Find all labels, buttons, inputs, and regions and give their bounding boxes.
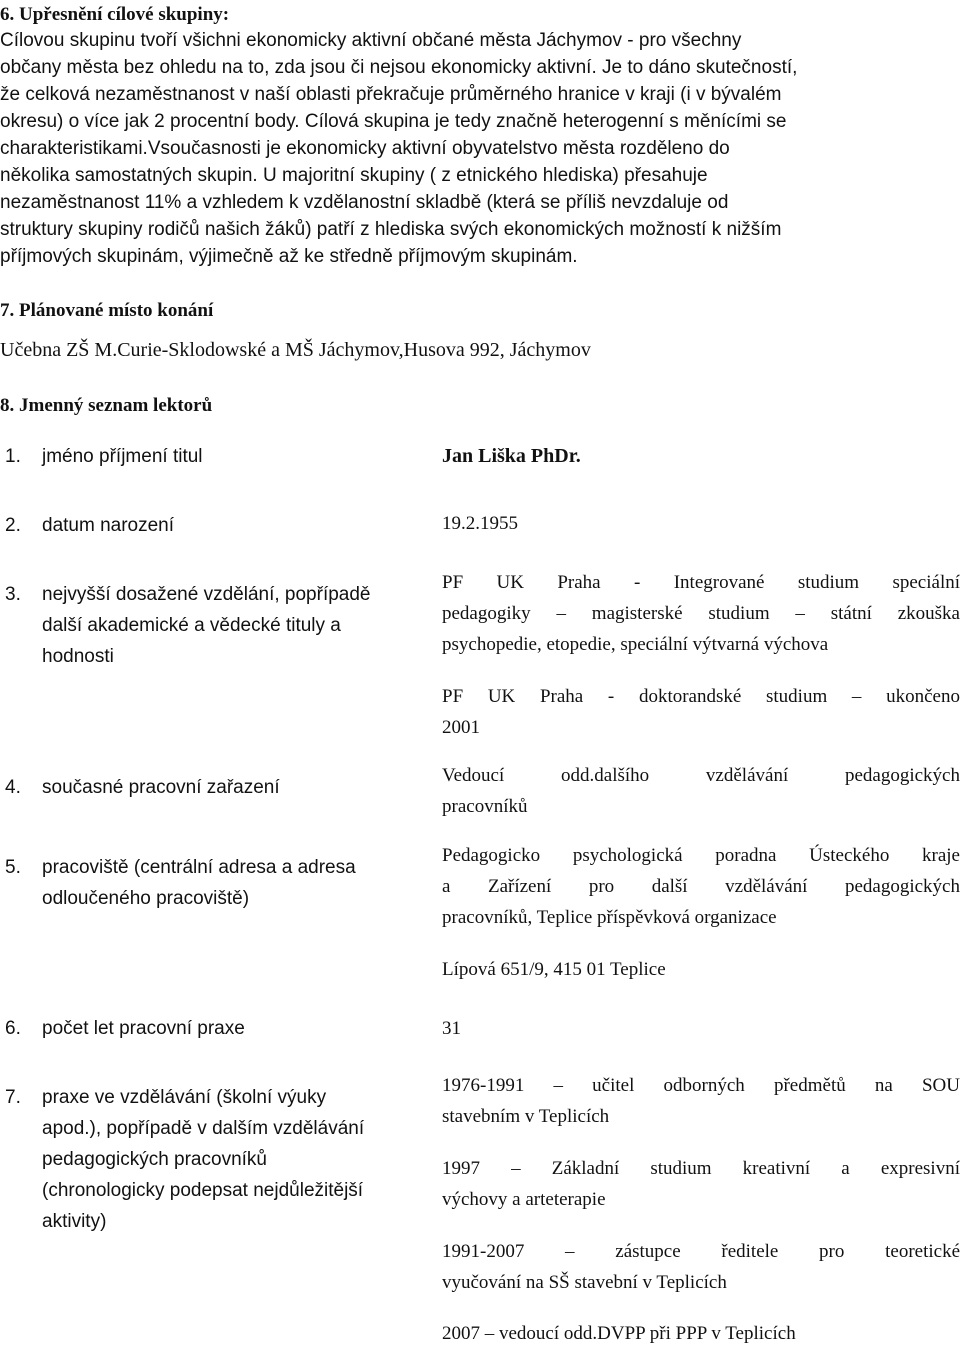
- label-line: jméno příjmení titul: [42, 446, 203, 467]
- row-value: [442, 441, 960, 472]
- section-7-heading: 7. Plánované místo konání: [0, 300, 214, 321]
- row-label: [42, 1082, 402, 1237]
- paragraph-line: několika samostatných skupin. U majoritní skupiny ( z etnického hlediska) přesahuje: [0, 165, 708, 186]
- value-line: 2007 – vedoucí odd.DVPP při PPP v Teplicích: [442, 1323, 796, 1344]
- row-number: 7.: [5, 1087, 21, 1108]
- value-line: vyučování na SŠ stavební v Teplicích: [442, 1272, 727, 1293]
- row-label: [42, 1013, 402, 1044]
- value-line: a Zařízení pro další vzdělávání pedagogických: [442, 876, 960, 897]
- row-number: 5.: [5, 857, 21, 878]
- label-line: apod.), popřípadě v dalším vzdělávání: [42, 1118, 365, 1139]
- value-line: pedagogiky – magisterské studium – státní zkouška: [442, 603, 960, 624]
- value-line: Vedoucí odd.dalšího vzdělávání pedagogických: [442, 765, 960, 786]
- value-line: PF UK Praha - Integrované studium speciální: [442, 572, 960, 593]
- value-line: výchovy a arteterapie: [442, 1189, 606, 1210]
- value-line: PF UK Praha - doktorandské studium – ukončeno: [442, 686, 960, 707]
- paragraph-line: občany města bez ohledu na to, zda jsou či nejsou ekonomicky aktivní. Je to dáno skutečností,: [0, 57, 798, 78]
- value-line: 1976-1991 – učitel odborných předmětů na SOU: [442, 1075, 960, 1096]
- label-line: hodnosti: [42, 646, 114, 667]
- row-value: [442, 760, 960, 822]
- row-value: [442, 1013, 960, 1044]
- label-line: aktivity): [42, 1211, 107, 1232]
- label-line: další akademické a vědecké tituly a: [42, 615, 341, 636]
- row-value-paragraph: [442, 840, 960, 933]
- value-line: 31: [442, 1018, 461, 1039]
- row-number: 6.: [5, 1018, 21, 1039]
- label-line: datum narození: [42, 515, 175, 536]
- section-6-paragraph: [0, 27, 960, 270]
- row-number: 3.: [5, 584, 21, 605]
- value-line: stavebním v Teplicích: [442, 1106, 610, 1127]
- paragraph-line: charakteristikami.Vsoučasnosti je ekonomicky aktivní obyvatelstvo města rozděleno do: [0, 138, 730, 159]
- section-7-text: Učebna ZŠ M.Curie-Sklodowské a MŠ Jáchymov,Husova 992, Jáchymov: [0, 339, 591, 361]
- label-line: počet let pracovní praxe: [42, 1018, 245, 1039]
- value-line: 1997 – Základní studium kreativní a expresivní: [442, 1158, 960, 1179]
- row-value-paragraph: [442, 681, 960, 743]
- value-line: 1991-2007 – zástupce ředitele pro teoretické: [442, 1241, 960, 1262]
- row-value-paragraph: [442, 1318, 960, 1349]
- row-number: 1.: [5, 446, 21, 467]
- row-label: [42, 772, 402, 803]
- label-line: současné pracovní zařazení: [42, 777, 280, 798]
- paragraph-line: struktury skupiny rodičů našich žáků) patří z hlediska svých ekonomických možností k nižším: [0, 219, 782, 240]
- row-value: [442, 508, 960, 539]
- paragraph-line: Cílovou skupinu tvoří všichni ekonomicky aktivní občané města Jáchymov - pro všechny: [0, 30, 742, 51]
- row-value-paragraph: [442, 1236, 960, 1298]
- value-line: psychopedie, etopedie, speciální výtvarná výchova: [442, 634, 829, 655]
- label-line: (chronologicky podepsat nejdůležitější: [42, 1180, 364, 1201]
- value-line: Pedagogicko psychologická poradna Ústeckého kraje: [442, 845, 960, 866]
- row-value-paragraph: [442, 1153, 960, 1215]
- row-label: [42, 579, 402, 672]
- row-label: [42, 441, 402, 472]
- label-line: pedagogických pracovníků: [42, 1149, 267, 1170]
- section-6-heading: 6. Upřesnění cílové skupiny:: [0, 4, 230, 25]
- section-8-heading: 8. Jmenný seznam lektorů: [0, 395, 213, 416]
- value-line: pracovníků, Teplice příspěvková organizace: [442, 907, 777, 928]
- label-line: nejvyšší dosažené vzdělání, popřípadě: [42, 584, 371, 605]
- row-number: 4.: [5, 777, 21, 798]
- value-line: Lípová 651/9, 415 01 Teplice: [442, 959, 666, 980]
- label-line: odloučeného pracoviště): [42, 888, 250, 909]
- row-number: 2.: [5, 515, 21, 536]
- paragraph-line: že celková nezaměstnanost v naší oblasti překračuje průměrného hranice v kraji (i v bývalém: [0, 84, 782, 105]
- row-label: [42, 510, 402, 541]
- row-value-paragraph: [442, 567, 960, 660]
- paragraph-line: příjmových skupinám, výjimečně až ke středně příjmovým skupinám.: [0, 246, 578, 267]
- row-value-paragraph: [442, 954, 960, 985]
- row-value-paragraph: [442, 1070, 960, 1132]
- label-line: pracoviště (centrální adresa a adresa: [42, 857, 356, 878]
- paragraph-line: nezaměstnanost 11% a vzhledem k vzdělanostní skladbě (která se příliš nevzdaluje od: [0, 192, 729, 213]
- value-line: 19.2.1955: [442, 513, 518, 534]
- paragraph-line: okresu) o více jak 2 procentní body. Cílová skupina je tedy značně heterogenní s měnícími se: [0, 111, 787, 132]
- row-label: [42, 852, 402, 914]
- value-line: Jan Liška PhDr.: [442, 445, 581, 467]
- label-line: praxe ve vzdělávání (školní výuky: [42, 1087, 327, 1108]
- value-line: pracovníků: [442, 796, 528, 817]
- value-line: 2001: [442, 717, 480, 738]
